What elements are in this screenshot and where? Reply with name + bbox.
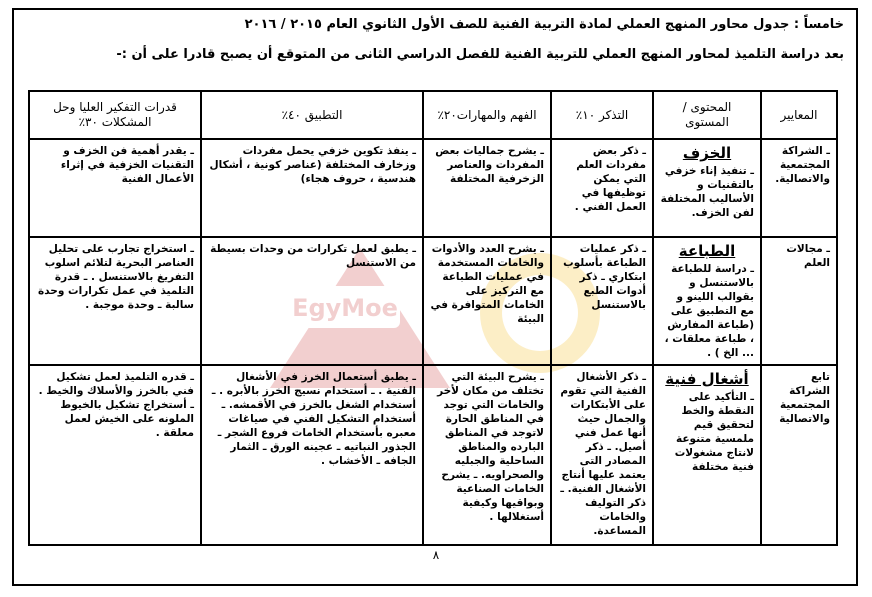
- content-title: الطباعة: [678, 242, 736, 260]
- watermark-text: EgyMoe: [292, 294, 398, 322]
- cell-higher: ـ قدره التلميذ لعمل تشكيل فني بالخرز والأسلاك والخيط . ـ أستخراج تشكيل بالخيوط الملونه على الخيش لعمل معلقة .: [29, 365, 201, 545]
- header-higher-thinking: قدرات التفكير العليا وحل المشكلات ٣٠٪: [29, 91, 201, 139]
- header-remember: التذكر ١٠٪: [551, 91, 653, 139]
- content-title: الخزف: [682, 144, 732, 162]
- cell-understand: ـ يشرح العدد والأدوات والخامات المستخدمة في عمليات الطباعة مع التركيز على الخامات المتوافرة في البيئة: [423, 237, 551, 365]
- page-heading: خامساً : جدول محاور المنهج العملي لمادة التربية الفنية للصف الأول الثانوي العام ٢٠١٥ / ٢٠١٦: [244, 17, 844, 32]
- cell-standard: تابع الشراكة المجتمعية والاتصالية: [761, 365, 837, 545]
- cell-apply: ـ ينفذ تكوين خزفي يحمل مفردات وزخارف المختلفة (عناصر كونية ، أشكال هندسية ، حروف هجاء): [201, 139, 423, 237]
- cell-content: [653, 365, 761, 545]
- cell-understand: ـ يشرح البيئة التي تختلف من مكان لأخر والخامات التي توجد في المناطق الحارة لاتوجد في المناطق البارده والمناطق الساحلية والجبليه والصحراويه. ـ يشرح الخامات الصناعية وبواقيها وكيفية أستغلالها .: [423, 365, 551, 545]
- header-apply: التطبيق ٤٠٪: [201, 91, 423, 139]
- content-text: ـ تنفيذ إناء خزفي بالتقنيات و الأساليب المختلفة لفن الخزف.: [660, 165, 754, 219]
- curriculum-table: [28, 90, 838, 546]
- cell-standard: ـ مجالات العلم: [761, 237, 837, 365]
- table-row: [29, 139, 837, 237]
- table-header-row: [29, 91, 837, 139]
- table-row: [29, 365, 837, 545]
- cell-remember: ـ ذكر بعض مفردات العلم التي يمكن توظيفها في العمل الفني .: [551, 139, 653, 237]
- cell-content: [653, 139, 761, 237]
- cell-standard: ـ الشراكة المجتمعية والاتصالية.: [761, 139, 837, 237]
- cell-apply: ـ يطبق لعمل تكرارات من وحدات بسيطة من الاستنسل: [201, 237, 423, 365]
- header-content-level: المحتوى / المستوى: [653, 91, 761, 139]
- cell-content: [653, 237, 761, 365]
- cell-remember: ـ ذكر عمليات الطباعة بأسلوب ابتكاري ـ ذكر أدوات الطبع بالاستنسل: [551, 237, 653, 365]
- page-number: ٨: [432, 548, 440, 562]
- cell-remember: ـ ذكر الأشغال الفنية التي تقوم على الأبتكارات والجمال حيث أنها عمل فني أصيل. ـ ذكر المصادر التى يعتمد عليها أنتاج الأشغال الفنية. ـ ذكر التوليف والخامات المساعدة.: [551, 365, 653, 545]
- cell-higher: ـ يقدر أهمية فن الخزف و التقنيات الخزفية في إثراء الأعمال الفنية: [29, 139, 201, 237]
- table-row: [29, 237, 837, 365]
- content-title: أشغال فنية: [665, 370, 749, 388]
- cell-understand: ـ يشرح جماليات بعض المفردات والعناصر الزخرفية المختلفة: [423, 139, 551, 237]
- content-text: ـ التأكيد على النقطة والخط لتحقيق قيم ملمسية متنوعة لانتاج مشغولات فنية مختلفة: [674, 391, 754, 473]
- content-text: ـ دراسة للطباعة بالاستنسل و بقوالب اللينو و مع التطبيق على (طباعة المفارش ، طباعة معلقات ، ... الخ ) .: [664, 263, 754, 359]
- page-subheading: بعد دراسة التلميذ لمحاور المنهج العملي للتربية الفنية للفصل الدراسي الثانى من المتوقع أن يصبح قادرا على أن :-: [116, 47, 844, 62]
- cell-higher: ـ استخراج تجارب على تحليل العناصر البحرية لتلائم اسلوب التفريغ بالاستنسل . ـ قدرة التلميذ في عمل تكرارات وحدة سالبة ـ وحدة موجبة .: [29, 237, 201, 365]
- cell-apply: ـ يطبق أستعمال الخرز في الأشغال الفنية . ـ أستخدام نسيج الخرز بالأبره . ـ أستخدام الشغل بالخرز في الأقمشه. ـ أستخدام التشكيل الفني في صياغات معبره بأستخدام الخامات فروع الشجر ـ الجذور النباتيه ـ عجينه الورق ـ الثمار الجافه ـ الأخشاب .: [201, 365, 423, 545]
- header-standards: المعايير: [761, 91, 837, 139]
- header-understand: الفهم والمهارات٢٠٪: [423, 91, 551, 139]
